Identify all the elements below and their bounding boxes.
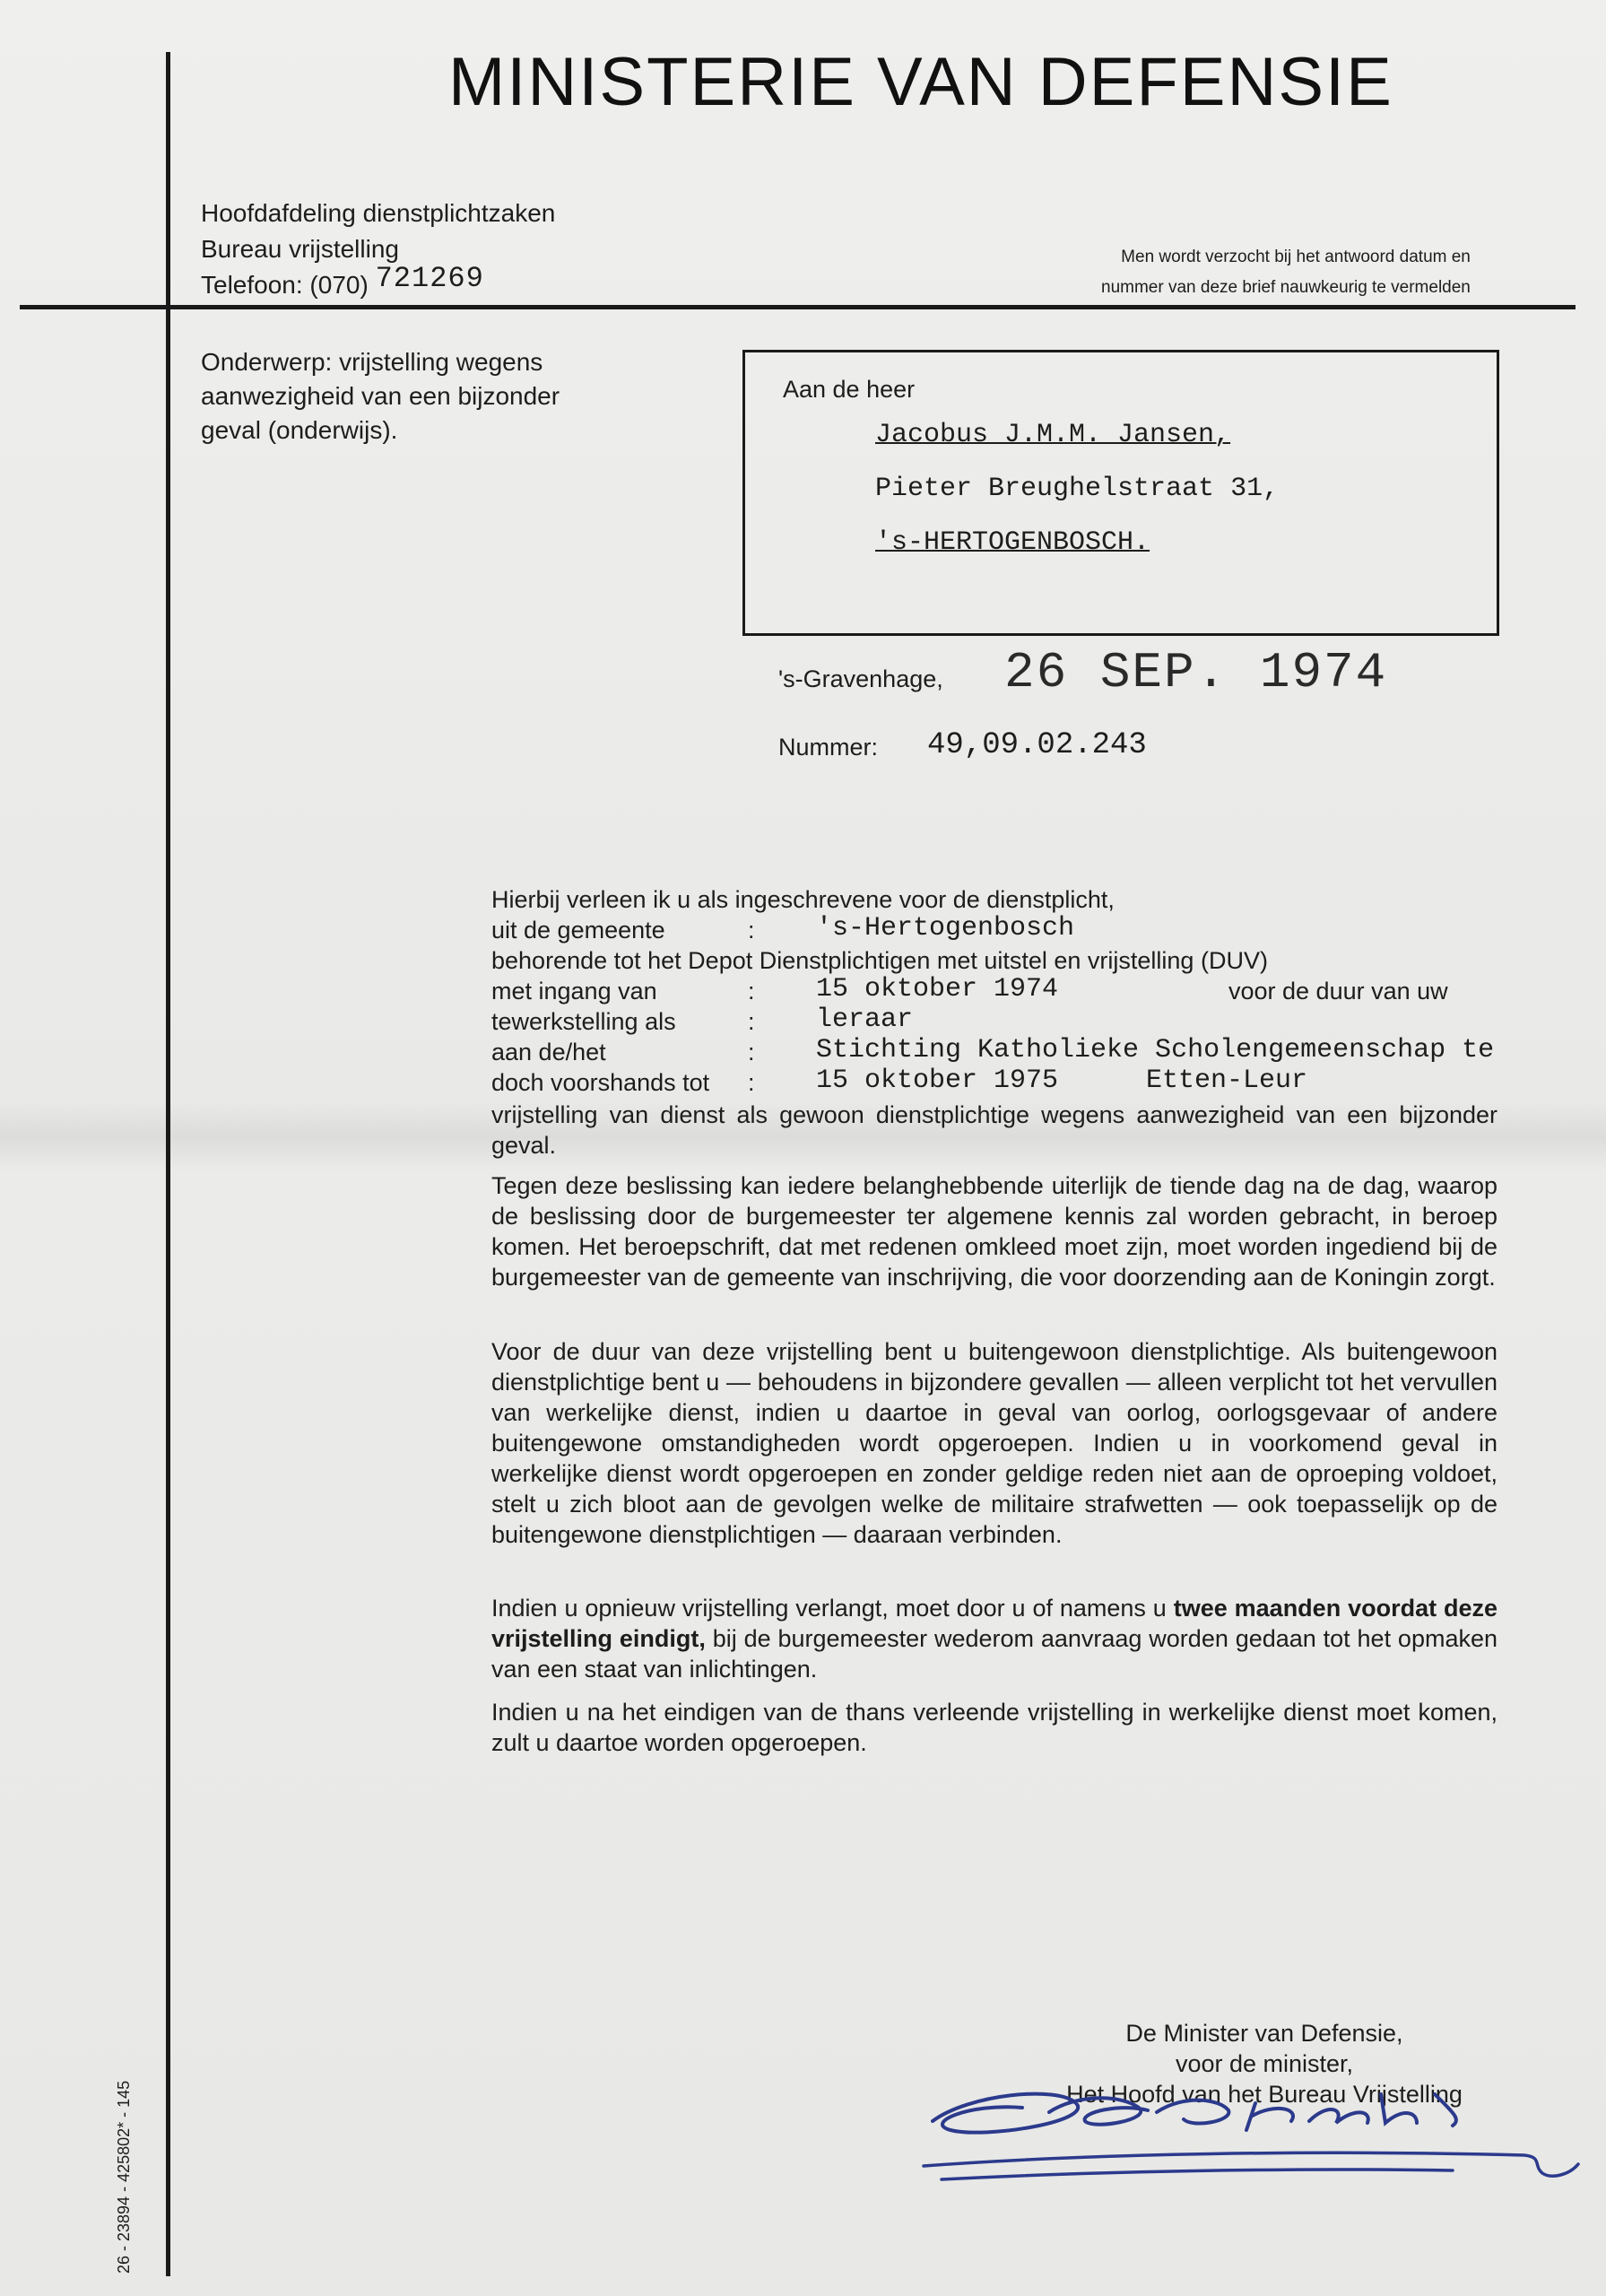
signature-line1: De Minister van Defensie, (1125, 2020, 1403, 2047)
telephone-line (201, 262, 555, 303)
signature-line2: voor de minister, (1175, 2050, 1354, 2077)
telephone-label: Telefoon: (070) (201, 271, 369, 299)
form-intro: Hierbij verleen ik u als ingeschrevene voor de dienstplicht, (491, 886, 1115, 913)
tot-extra: Etten-Leur (1146, 1065, 1308, 1096)
paragraph-renewal: Indien u opnieuw vrijstelling verlangt, moet door u of namens u twee maanden voordat deze vrijstelling eindigt, bij de burgemeester wederom aanvraag worden gedaan tot het opmaken van een staat van inlichtingen. (491, 1595, 1497, 1683)
form-row-ingang: met ingang van : 15 oktober 1974 voor de duur van uw (491, 974, 1448, 1004)
number-label: Nummer: (778, 734, 879, 761)
department-block (201, 196, 555, 303)
ingang-value: 15 oktober 1974 (816, 974, 1059, 1004)
form-depot-line: behorende tot het Depot Dienstplichtigen met uitstel en vrijstelling (DUV) (491, 947, 1268, 974)
tewerkstelling-label: tewerkstelling als (491, 1008, 676, 1035)
department-name: Hoofdafdeling dienstplichtzaken (201, 199, 556, 227)
ingang-label: met ingang van (491, 978, 657, 1004)
paragraph-duty: Voor de duur van deze vrijstelling bent u buitengewoon dienstplichtige. Als buitengewoon dienstplichtige bent u — behoudens in bijzondere gevallen — alleen verplicht tot het vervullen van werkelijke dienst, indien u daartoe in geval van oorlog, oorlogsgevaar of andere buitengewone omstandigheden wordt opgeroepen. Indien u in voorkomend geval in werkelijke dienst wordt opgeroepen en zonder geldige reden niet aan de oproeping voldoet, stelt u zich bloot aan de gevolgen welke de militaire strafwetten — ook toepasselijk op de buitengewone dienstplichtigen — daaraan verbinden. (491, 1338, 1497, 1548)
subject-line3: geval (onderwijs). (201, 416, 398, 444)
gemeente-label: uit de gemeente (491, 917, 665, 944)
recipient-street: Pieter Breughelstraat 31, (875, 474, 1280, 504)
reply-notice (1101, 242, 1471, 303)
subject-block (201, 345, 560, 448)
bureau-name: Bureau vrijstelling (201, 235, 399, 263)
tot-value: 15 oktober 1975 (816, 1065, 1059, 1096)
ministry-title: MINISTERIE VAN DEFENSIE (448, 44, 1393, 120)
exemption-form (491, 886, 1500, 1161)
signature-line3: Het Hoofd van het Bureau Vrijstelling (1066, 2081, 1463, 2108)
number-value: 49,09.02.243 (927, 728, 1147, 762)
form-code: 26 - 23894 - 425802* - 145 (115, 2080, 133, 2274)
date-stamp: 26 SEP. 1974 (1004, 644, 1388, 701)
form-row-tewerkstelling: tewerkstelling als : leraar (491, 1004, 914, 1035)
letterhead-horizontal-rule (20, 305, 1576, 309)
recipient-city: 's-HERTOGENBOSCH. (875, 527, 1150, 558)
subject-line1: Onderwerp: vrijstelling wegens (201, 348, 543, 376)
aan-value: Stichting Katholieke Scholengemeenschap te (816, 1035, 1495, 1065)
paragraph-callup: Indien u na het eindigen van de thans verleende vrijstelling in werkelijke dienst moet komen, zult u daartoe worden opgeroepen. (491, 1699, 1497, 1756)
renewal-deadline: twee maanden voordat deze vrijstelling eindigt, (491, 1595, 1497, 1652)
salutation: Aan de heer (783, 376, 916, 403)
letterhead-vertical-rule (166, 52, 170, 2276)
reply-notice-line2: nummer van deze brief nauwkeurig te vermelden (1101, 278, 1471, 297)
paragraph-appeal: Tegen deze beslissing kan iedere belanghebbende uiterlijk de tiende dag na de dag, waarop de beslissing door de burgemeester ter algemene kennis zal worden gebracht, in beroep komen. Het beroepschrift, dat met redenen omkleed moet zijn, moet worden ingediend bij de burgemeester van de gemeente van inschrijving, die voor doorzending aan de Koningin zorgt. (491, 1172, 1497, 1291)
handwritten-signature (915, 2067, 1587, 2202)
telephone-number: 721269 (375, 262, 484, 295)
form-closing: vrijstelling van dienst als gewoon dienstplichtige wegens aanwezigheid van een bijzonder geval. (491, 1101, 1497, 1159)
aan-label: aan de/het (491, 1039, 606, 1065)
tot-label: doch voorshands tot (491, 1069, 710, 1096)
reply-notice-line1: Men wordt verzocht bij het antwoord datum en (1121, 248, 1471, 266)
subject-line2: aanwezigheid van een bijzonder (201, 382, 560, 410)
recipient-name: Jacobus J.M.M. Jansen, (875, 420, 1231, 450)
duur-text: voor de duur van uw (1228, 978, 1448, 1004)
form-row-aan: aan de/het : Stichting Katholieke Scholengemeenschap te (491, 1035, 1495, 1065)
gemeente-value: 's-Hertogenbosch (816, 913, 1075, 944)
form-row-tot: doch voorshands tot : 15 oktober 1975 Etten-Leur (491, 1065, 1308, 1096)
address-box (742, 350, 1499, 636)
place: 's-Gravenhage, (778, 665, 943, 692)
form-row-gemeente: uit de gemeente : 's-Hertogenbosch (491, 913, 1075, 944)
tewerkstelling-value: leraar (816, 1004, 914, 1035)
